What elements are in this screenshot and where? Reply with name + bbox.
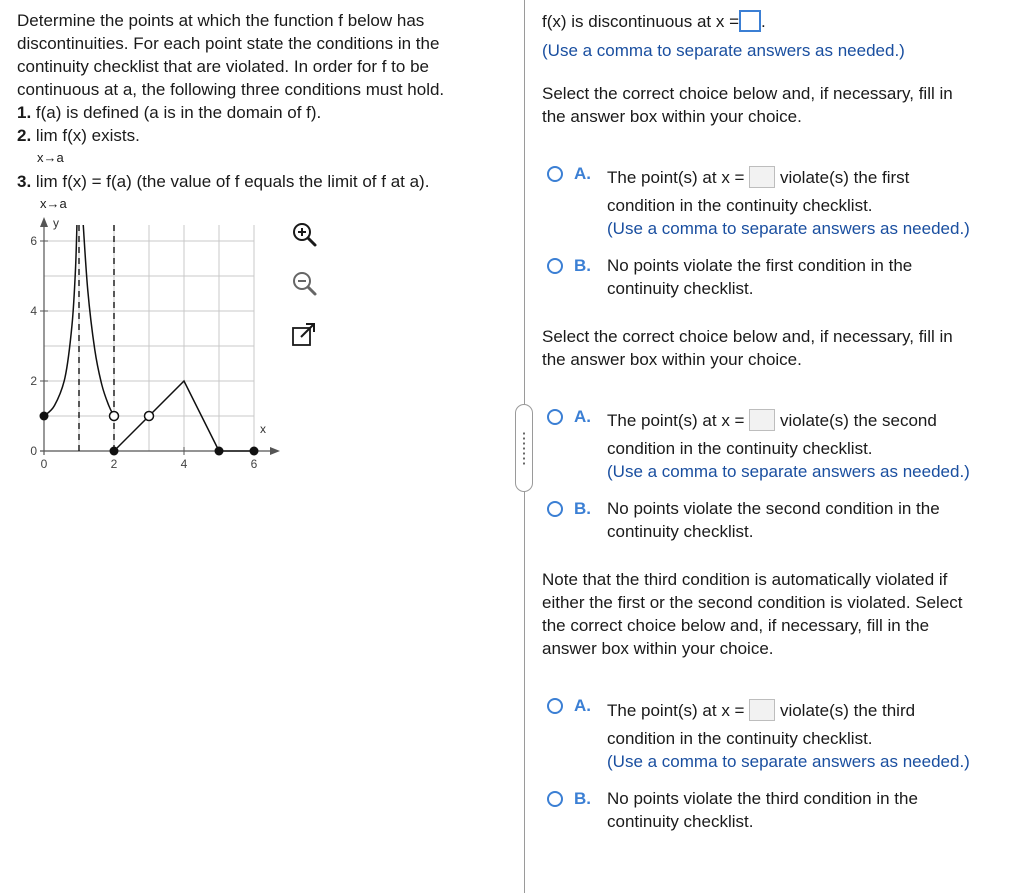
intro-line-2: discontinuities. For each point state the conditions in the — [17, 34, 440, 53]
q1-choice-b-line-1: No points violate the first condition in the — [607, 256, 913, 275]
q2-choice-a-radio[interactable] — [547, 409, 563, 425]
q1-choice-a-prefix: The point(s) at x = — [607, 168, 745, 187]
open-point — [110, 412, 119, 421]
condition-3 — [17, 170, 429, 193]
condition-1-number: 1. — [17, 103, 32, 122]
condition-3-limit-subscript: x→a — [40, 196, 67, 211]
q3-choice-a-radio[interactable] — [547, 698, 563, 714]
q3-choice-b-line-2: continuity checklist. — [607, 812, 754, 831]
q2-choice-b-letter: B. — [574, 499, 591, 518]
x-axis-label: x — [260, 422, 266, 436]
q2-choice-b-radio[interactable] — [547, 501, 563, 517]
q1-choice-a-line-1 — [607, 166, 909, 189]
discontinuity-suffix: . — [761, 12, 766, 31]
condition-2-limit-subscript: x→a — [37, 150, 64, 165]
condition-2 — [17, 124, 140, 147]
q3-choice-a-line-1 — [607, 699, 915, 722]
q1-choice-a-line-2: condition in the continuity checklist. — [607, 196, 873, 215]
q3-choice-b-line-1: No points violate the third condition in the — [607, 789, 918, 808]
q2-choice-a-letter: A. — [574, 407, 591, 426]
note-line-1: Note that the third condition is automatically violated if — [542, 570, 948, 589]
q2-choice-a-hint: (Use a comma to separate answers as needed.) — [607, 462, 970, 481]
q2-choice-a-prefix: The point(s) at x = — [607, 411, 745, 430]
y-tick-label: 0 — [30, 444, 37, 458]
popout-button[interactable] — [289, 320, 321, 352]
q1-choice-a-suffix: violate(s) the first — [779, 168, 910, 187]
closed-point — [110, 447, 119, 456]
discontinuity-prefix: f(x) is discontinuous at x = — [542, 12, 740, 31]
x-tick-label: 6 — [250, 457, 258, 471]
y-tick-label: 6 — [30, 234, 37, 248]
zoom-out-button[interactable] — [289, 268, 321, 300]
q3-choice-b-radio[interactable] — [547, 791, 563, 807]
grip-dots-icon — [523, 431, 525, 465]
select-prompt-1-line-2: the answer box within your choice. — [542, 107, 802, 126]
closed-point — [250, 447, 259, 456]
x-tick-label: 2 — [110, 457, 118, 471]
note-line-4: answer box within your choice. — [542, 639, 774, 658]
x-tick-label: 0 — [40, 457, 48, 471]
open-point — [145, 412, 154, 421]
condition-3-text: lim f(x) = f(a) (the value of f equals the limit of f at a). — [35, 172, 430, 191]
q2-choice-a-input[interactable] — [749, 409, 775, 431]
comma-hint: (Use a comma to separate answers as needed.) — [542, 41, 905, 60]
intro-line-3: continuity checklist that are violated. In order for f to be — [17, 57, 429, 76]
condition-2-number: 2. — [17, 126, 32, 145]
y-tick-label: 4 — [30, 304, 37, 318]
intro-line-4: continuous at a, the following three conditions must hold. — [17, 80, 445, 99]
note-line-3: the correct choice below and, if necessary, fill in the — [542, 616, 930, 635]
zoom-in-icon — [289, 219, 321, 251]
q2-choice-a-line-2: condition in the continuity checklist. — [607, 439, 873, 458]
zoom-in-button[interactable] — [289, 219, 321, 251]
y-axis-arrow — [40, 217, 48, 227]
y-tick-label: 2 — [30, 374, 37, 388]
function-graph — [0, 215, 290, 480]
graph-asymptotes — [79, 225, 114, 451]
q1-choice-a-input[interactable] — [749, 166, 775, 188]
q2-choice-b-line-1: No points violate the second condition in the — [607, 499, 940, 518]
q3-choice-a-letter: A. — [574, 696, 591, 715]
q3-choice-a-hint: (Use a comma to separate answers as needed.) — [607, 752, 970, 771]
q3-choice-b-letter: B. — [574, 789, 591, 808]
select-prompt-2-line-2: the answer box within your choice. — [542, 350, 802, 369]
q1-choice-a-radio[interactable] — [547, 166, 563, 182]
x-axis-arrow — [270, 447, 280, 455]
popout-icon — [289, 320, 321, 352]
closed-point — [40, 412, 49, 421]
discontinuity-input[interactable] — [739, 10, 761, 32]
condition-1 — [17, 101, 321, 124]
closed-point — [215, 447, 224, 456]
condition-3-number: 3. — [17, 172, 32, 191]
graph-curve-curve — [44, 215, 77, 416]
y-axis-label: y — [53, 216, 59, 230]
q1-choice-b-letter: B. — [574, 256, 591, 275]
q1-choice-b-radio[interactable] — [547, 258, 563, 274]
condition-1-text: f(a) is defined (a is in the domain of f). — [35, 103, 322, 122]
q2-choice-a-suffix: violate(s) the second — [779, 411, 937, 430]
x-tick-label: 4 — [180, 457, 188, 471]
note-line-2: either the first or the second condition is violated. Select — [542, 593, 963, 612]
q3-choice-a-suffix: violate(s) the third — [779, 701, 916, 720]
condition-2-text: lim f(x) exists. — [35, 126, 140, 145]
q3-choice-a-prefix: The point(s) at x = — [607, 701, 745, 720]
graph-curve-curve — [83, 215, 115, 416]
zoom-out-icon — [289, 268, 321, 300]
q3-choice-a-line-2: condition in the continuity checklist. — [607, 729, 873, 748]
q2-choice-b-line-2: continuity checklist. — [607, 522, 754, 541]
discontinuity-statement — [542, 10, 766, 33]
q1-choice-b-line-2: continuity checklist. — [607, 279, 754, 298]
q2-choice-a-line-1 — [607, 409, 937, 432]
answer-pane — [530, 0, 1024, 893]
select-prompt-1-line-1: Select the correct choice below and, if necessary, fill in — [542, 84, 953, 103]
intro-line-1: Determine the points at which the function f below has — [17, 11, 425, 30]
q1-choice-a-letter: A. — [574, 164, 591, 183]
q1-choice-a-hint: (Use a comma to separate answers as needed.) — [607, 219, 970, 238]
select-prompt-2-line-1: Select the correct choice below and, if necessary, fill in — [542, 327, 953, 346]
graph-tick-labels — [30, 234, 257, 471]
q3-choice-a-input[interactable] — [749, 699, 775, 721]
